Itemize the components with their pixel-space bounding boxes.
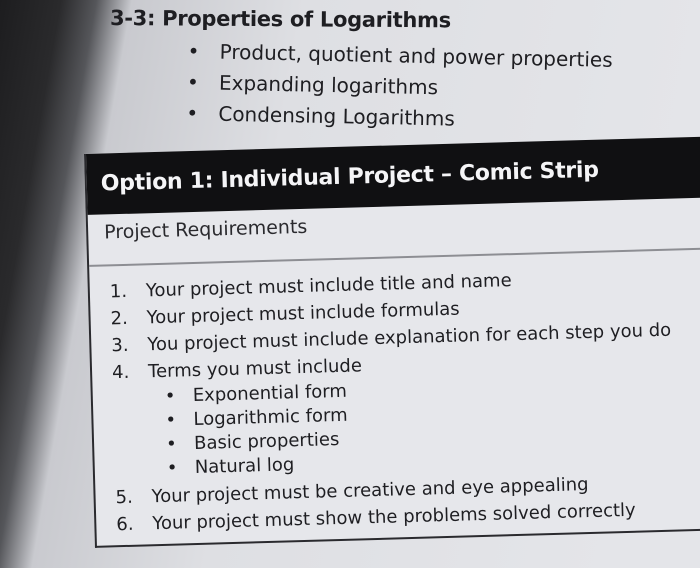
requirement-item: 3. You project must include explanation for each step you do [111,319,672,357]
bullet-icon: • [165,433,178,455]
requirements-subheading: Project Requirements [103,215,308,244]
requirement-item: 5. Your project must be creative and eye appealing [115,474,589,509]
bullet-icon: • [166,457,178,479]
term-item: • Exponential form [164,380,348,407]
terms-list [93,369,700,483]
bullet-icon: • [186,100,199,126]
topic-item: • Condensing Logarithms [186,98,612,138]
term-item: • Logarithmic form [165,404,348,431]
bullet-icon: • [186,69,200,95]
page-heading: 3-3: Properties of Logarithms [109,6,451,33]
project-banner: Option 1: Individual Project – Comic Strip [86,136,700,215]
bullet-icon: • [187,38,200,64]
requirement-item: 4. Terms you must include [111,355,363,384]
bullet-icon: • [165,409,177,431]
requirements-list [89,249,700,387]
project-card [84,136,700,548]
requirement-item: 1. Your project must include title and name [109,270,512,303]
term-item: • Natural log [166,454,295,479]
term-item: • Basic properties [165,428,340,455]
topic-item: • Expanding logarithms [187,67,613,107]
requirement-item: 2. Your project must include formulas [110,298,460,330]
requirement-item: 6. Your project must show the problems solved correctly [116,499,636,536]
topic-list [186,36,613,138]
topic-item: • Product, quotient and power properties [187,36,613,76]
bullet-icon: • [164,385,176,407]
